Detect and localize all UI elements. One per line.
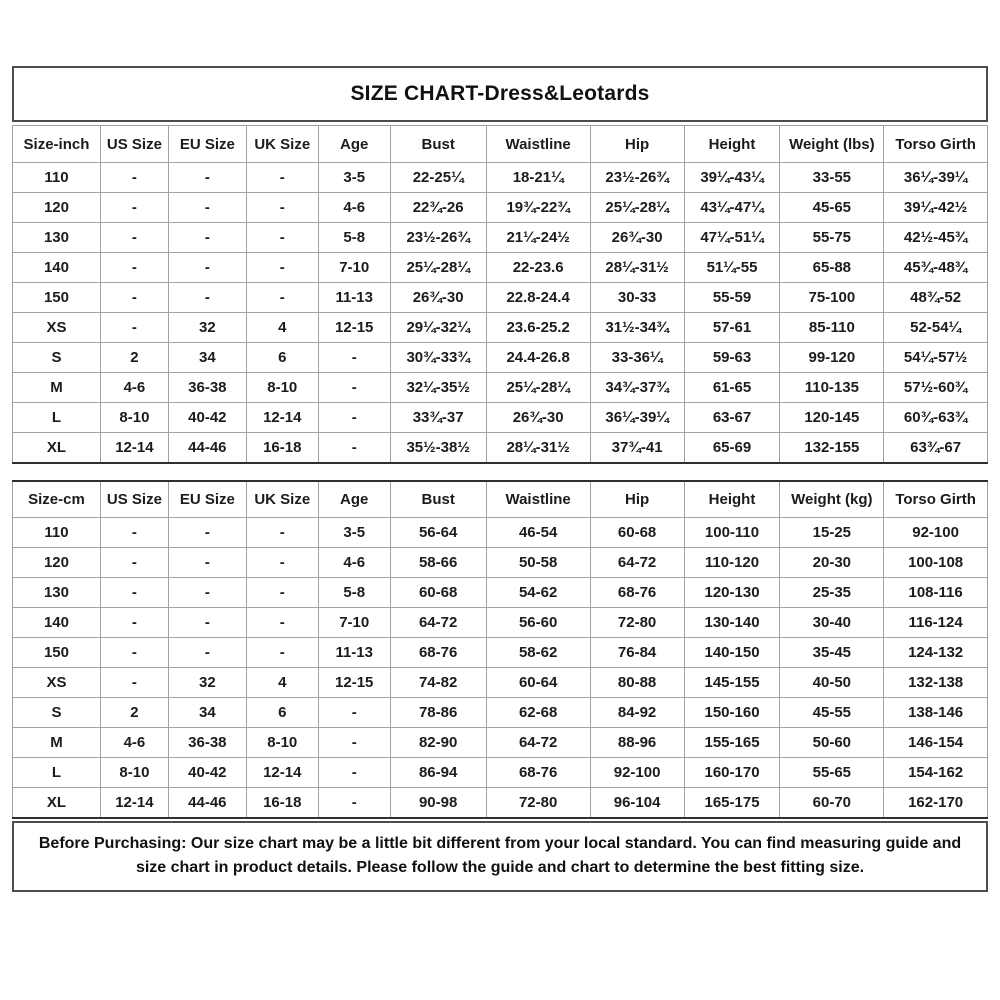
value-cell: 33-36¼ bbox=[590, 343, 684, 373]
value-cell: 23½-26¾ bbox=[390, 223, 486, 253]
column-header: Torso Girth bbox=[884, 481, 988, 518]
table-row bbox=[13, 698, 988, 728]
value-cell: 55-75 bbox=[780, 223, 884, 253]
value-cell: 68-76 bbox=[486, 758, 590, 788]
value-cell: 82-90 bbox=[390, 728, 486, 758]
value-cell: 12-14 bbox=[246, 403, 318, 433]
value-cell: 58-62 bbox=[486, 638, 590, 668]
size-table-cm bbox=[12, 480, 988, 819]
value-cell: 96-104 bbox=[590, 788, 684, 818]
value-cell: 55-65 bbox=[780, 758, 884, 788]
value-cell: - bbox=[246, 283, 318, 313]
header-row bbox=[13, 481, 988, 518]
value-cell: - bbox=[246, 518, 318, 548]
value-cell: 37¾-41 bbox=[590, 433, 684, 463]
value-cell: 40-50 bbox=[780, 668, 884, 698]
column-header: Waistline bbox=[486, 481, 590, 518]
row-label-cell: 140 bbox=[13, 608, 101, 638]
column-header: UK Size bbox=[246, 126, 318, 163]
value-cell: 58-66 bbox=[390, 548, 486, 578]
value-cell: 22-25¼ bbox=[390, 163, 486, 193]
value-cell: 160-170 bbox=[684, 758, 780, 788]
column-header: Hip bbox=[590, 126, 684, 163]
table-row bbox=[13, 668, 988, 698]
value-cell: - bbox=[246, 253, 318, 283]
column-header: Weight (lbs) bbox=[780, 126, 884, 163]
value-cell: - bbox=[318, 343, 390, 373]
value-cell: 60-64 bbox=[486, 668, 590, 698]
value-cell: 4-6 bbox=[100, 728, 168, 758]
value-cell: 8-10 bbox=[100, 758, 168, 788]
column-header: Waistline bbox=[486, 126, 590, 163]
value-cell: 72-80 bbox=[486, 788, 590, 818]
value-cell: 45-55 bbox=[780, 698, 884, 728]
row-label-cell: S bbox=[13, 343, 101, 373]
value-cell: 3-5 bbox=[318, 518, 390, 548]
value-cell: - bbox=[246, 608, 318, 638]
value-cell: 35½-38½ bbox=[390, 433, 486, 463]
value-cell: - bbox=[168, 608, 246, 638]
value-cell: - bbox=[246, 223, 318, 253]
value-cell: 145-155 bbox=[684, 668, 780, 698]
value-cell: - bbox=[100, 578, 168, 608]
value-cell: 6 bbox=[246, 698, 318, 728]
value-cell: 110-120 bbox=[684, 548, 780, 578]
value-cell: 11-13 bbox=[318, 638, 390, 668]
value-cell: 26¾-30 bbox=[486, 403, 590, 433]
value-cell: 2 bbox=[100, 343, 168, 373]
value-cell: 43¼-47¼ bbox=[684, 193, 780, 223]
value-cell: 34¾-37¾ bbox=[590, 373, 684, 403]
table-row bbox=[13, 758, 988, 788]
column-header: EU Size bbox=[168, 126, 246, 163]
value-cell: 21¼-24½ bbox=[486, 223, 590, 253]
value-cell: 63¾-67 bbox=[884, 433, 988, 463]
value-cell: 28¼-31½ bbox=[486, 433, 590, 463]
column-header: US Size bbox=[100, 126, 168, 163]
value-cell: - bbox=[318, 433, 390, 463]
value-cell: 30¾-33¾ bbox=[390, 343, 486, 373]
value-cell: 22.8-24.4 bbox=[486, 283, 590, 313]
column-header: UK Size bbox=[246, 481, 318, 518]
value-cell: - bbox=[246, 638, 318, 668]
table-row bbox=[13, 283, 988, 313]
value-cell: - bbox=[246, 193, 318, 223]
value-cell: 76-84 bbox=[590, 638, 684, 668]
value-cell: 36-38 bbox=[168, 728, 246, 758]
value-cell: 100-108 bbox=[884, 548, 988, 578]
column-header: Hip bbox=[590, 481, 684, 518]
value-cell: 39¼-43¼ bbox=[684, 163, 780, 193]
value-cell: - bbox=[100, 638, 168, 668]
value-cell: 88-96 bbox=[590, 728, 684, 758]
value-cell: 6 bbox=[246, 343, 318, 373]
column-header: Size-inch bbox=[13, 126, 101, 163]
row-label-cell: M bbox=[13, 728, 101, 758]
value-cell: - bbox=[318, 373, 390, 403]
value-cell: 44-46 bbox=[168, 788, 246, 818]
row-label-cell: XL bbox=[13, 788, 101, 818]
value-cell: 36-38 bbox=[168, 373, 246, 403]
value-cell: 68-76 bbox=[390, 638, 486, 668]
table-row bbox=[13, 788, 988, 818]
value-cell: 19¾-22¾ bbox=[486, 193, 590, 223]
value-cell: 46-54 bbox=[486, 518, 590, 548]
value-cell: 8-10 bbox=[246, 373, 318, 403]
value-cell: 155-165 bbox=[684, 728, 780, 758]
value-cell: 99-120 bbox=[780, 343, 884, 373]
value-cell: 68-76 bbox=[590, 578, 684, 608]
value-cell: 25¼-28¼ bbox=[390, 253, 486, 283]
value-cell: 72-80 bbox=[590, 608, 684, 638]
value-cell: 60-70 bbox=[780, 788, 884, 818]
value-cell: 50-58 bbox=[486, 548, 590, 578]
value-cell: 64-72 bbox=[390, 608, 486, 638]
value-cell: - bbox=[100, 253, 168, 283]
value-cell: 36¼-39¼ bbox=[884, 163, 988, 193]
value-cell: - bbox=[168, 163, 246, 193]
value-cell: 26¾-30 bbox=[390, 283, 486, 313]
value-cell: 65-88 bbox=[780, 253, 884, 283]
footer-note: Before Purchasing: Our size chart may be a little bit different from your local standard. You can find measuring guide and size chart in product details. Please follow the guide and chart to determine the best fitting size. bbox=[38, 834, 962, 877]
value-cell: - bbox=[100, 163, 168, 193]
value-cell: 25¼-28¼ bbox=[590, 193, 684, 223]
value-cell: 36¼-39¼ bbox=[590, 403, 684, 433]
value-cell: 12-14 bbox=[246, 758, 318, 788]
value-cell: 30-33 bbox=[590, 283, 684, 313]
value-cell: 32 bbox=[168, 668, 246, 698]
row-label-cell: 110 bbox=[13, 163, 101, 193]
row-label-cell: S bbox=[13, 698, 101, 728]
column-header: Size-cm bbox=[13, 481, 101, 518]
value-cell: 12-15 bbox=[318, 668, 390, 698]
value-cell: 40-42 bbox=[168, 403, 246, 433]
value-cell: 2 bbox=[100, 698, 168, 728]
value-cell: 7-10 bbox=[318, 608, 390, 638]
value-cell: - bbox=[168, 253, 246, 283]
value-cell: 28¼-31½ bbox=[590, 253, 684, 283]
value-cell: 110-135 bbox=[780, 373, 884, 403]
value-cell: 92-100 bbox=[884, 518, 988, 548]
column-header: Age bbox=[318, 481, 390, 518]
value-cell: 30-40 bbox=[780, 608, 884, 638]
value-cell: 52-54¼ bbox=[884, 313, 988, 343]
value-cell: 124-132 bbox=[884, 638, 988, 668]
value-cell: 120-130 bbox=[684, 578, 780, 608]
size-table-inch bbox=[12, 125, 988, 464]
value-cell: 165-175 bbox=[684, 788, 780, 818]
value-cell: 42½-45¾ bbox=[884, 223, 988, 253]
value-cell: 23.6-25.2 bbox=[486, 313, 590, 343]
value-cell: 51¼-55 bbox=[684, 253, 780, 283]
value-cell: - bbox=[168, 283, 246, 313]
table-row bbox=[13, 343, 988, 373]
value-cell: 64-72 bbox=[590, 548, 684, 578]
value-cell: - bbox=[100, 313, 168, 343]
value-cell: 150-160 bbox=[684, 698, 780, 728]
value-cell: 11-13 bbox=[318, 283, 390, 313]
value-cell: 47¼-51¼ bbox=[684, 223, 780, 253]
value-cell: 8-10 bbox=[246, 728, 318, 758]
value-cell: 80-88 bbox=[590, 668, 684, 698]
header-row bbox=[13, 126, 988, 163]
value-cell: - bbox=[168, 638, 246, 668]
value-cell: 60-68 bbox=[390, 578, 486, 608]
table-row bbox=[13, 728, 988, 758]
value-cell: - bbox=[318, 403, 390, 433]
value-cell: 40-42 bbox=[168, 758, 246, 788]
value-cell: 39¼-42½ bbox=[884, 193, 988, 223]
value-cell: 32¼-35½ bbox=[390, 373, 486, 403]
value-cell: 57½-60¾ bbox=[884, 373, 988, 403]
value-cell: 4-6 bbox=[318, 193, 390, 223]
table-row bbox=[13, 193, 988, 223]
value-cell: - bbox=[318, 788, 390, 818]
value-cell: 120-145 bbox=[780, 403, 884, 433]
value-cell: 12-14 bbox=[100, 788, 168, 818]
chart-title-box bbox=[12, 66, 988, 122]
value-cell: 48¾-52 bbox=[884, 283, 988, 313]
value-cell: - bbox=[246, 163, 318, 193]
value-cell: 75-100 bbox=[780, 283, 884, 313]
value-cell: 35-45 bbox=[780, 638, 884, 668]
value-cell: 24.4-26.8 bbox=[486, 343, 590, 373]
row-label-cell: 120 bbox=[13, 548, 101, 578]
value-cell: 45-65 bbox=[780, 193, 884, 223]
value-cell: 12-14 bbox=[100, 433, 168, 463]
value-cell: 90-98 bbox=[390, 788, 486, 818]
column-header: Torso Girth bbox=[884, 126, 988, 163]
row-label-cell: XS bbox=[13, 668, 101, 698]
value-cell: 56-64 bbox=[390, 518, 486, 548]
column-header: Height bbox=[684, 126, 780, 163]
value-cell: 61-65 bbox=[684, 373, 780, 403]
value-cell: - bbox=[100, 548, 168, 578]
value-cell: 4-6 bbox=[100, 373, 168, 403]
table-row bbox=[13, 638, 988, 668]
page-title: SIZE CHART-Dress&Leotards bbox=[350, 82, 650, 105]
value-cell: 63-67 bbox=[684, 403, 780, 433]
value-cell: - bbox=[100, 668, 168, 698]
value-cell: - bbox=[100, 608, 168, 638]
value-cell: 25¼-28¼ bbox=[486, 373, 590, 403]
value-cell: 92-100 bbox=[590, 758, 684, 788]
value-cell: 18-21¼ bbox=[486, 163, 590, 193]
value-cell: 4 bbox=[246, 668, 318, 698]
value-cell: 5-8 bbox=[318, 223, 390, 253]
row-label-cell: 120 bbox=[13, 193, 101, 223]
value-cell: 108-116 bbox=[884, 578, 988, 608]
value-cell: 16-18 bbox=[246, 788, 318, 818]
value-cell: 64-72 bbox=[486, 728, 590, 758]
value-cell: 54¼-57½ bbox=[884, 343, 988, 373]
table-row bbox=[13, 403, 988, 433]
value-cell: 56-60 bbox=[486, 608, 590, 638]
footer-note-box bbox=[12, 821, 988, 893]
row-label-cell: 150 bbox=[13, 638, 101, 668]
value-cell: - bbox=[318, 728, 390, 758]
value-cell: - bbox=[318, 758, 390, 788]
value-cell: 85-110 bbox=[780, 313, 884, 343]
value-cell: 33-55 bbox=[780, 163, 884, 193]
value-cell: 3-5 bbox=[318, 163, 390, 193]
value-cell: - bbox=[168, 518, 246, 548]
value-cell: - bbox=[100, 283, 168, 313]
table-row bbox=[13, 578, 988, 608]
value-cell: 154-162 bbox=[884, 758, 988, 788]
value-cell: 162-170 bbox=[884, 788, 988, 818]
value-cell: 116-124 bbox=[884, 608, 988, 638]
column-header: Weight (kg) bbox=[780, 481, 884, 518]
value-cell: 22¾-26 bbox=[390, 193, 486, 223]
value-cell: 130-140 bbox=[684, 608, 780, 638]
value-cell: 86-94 bbox=[390, 758, 486, 788]
value-cell: 132-155 bbox=[780, 433, 884, 463]
value-cell: 44-46 bbox=[168, 433, 246, 463]
value-cell: 31½-34¾ bbox=[590, 313, 684, 343]
value-cell: 54-62 bbox=[486, 578, 590, 608]
value-cell: - bbox=[100, 518, 168, 548]
value-cell: 34 bbox=[168, 698, 246, 728]
value-cell: 8-10 bbox=[100, 403, 168, 433]
value-cell: 29¼-32¼ bbox=[390, 313, 486, 343]
value-cell: 146-154 bbox=[884, 728, 988, 758]
table-row bbox=[13, 608, 988, 638]
row-label-cell: 110 bbox=[13, 518, 101, 548]
table-row bbox=[13, 518, 988, 548]
value-cell: 34 bbox=[168, 343, 246, 373]
column-header: US Size bbox=[100, 481, 168, 518]
value-cell: 12-15 bbox=[318, 313, 390, 343]
value-cell: 15-25 bbox=[780, 518, 884, 548]
value-cell: - bbox=[100, 193, 168, 223]
value-cell: 32 bbox=[168, 313, 246, 343]
size-chart-sheet bbox=[12, 66, 988, 892]
column-header: Bust bbox=[390, 126, 486, 163]
value-cell: 65-69 bbox=[684, 433, 780, 463]
value-cell: 7-10 bbox=[318, 253, 390, 283]
value-cell: 4 bbox=[246, 313, 318, 343]
value-cell: 55-59 bbox=[684, 283, 780, 313]
table-row bbox=[13, 433, 988, 463]
row-label-cell: L bbox=[13, 403, 101, 433]
column-header: Height bbox=[684, 481, 780, 518]
value-cell: 57-61 bbox=[684, 313, 780, 343]
column-header: Bust bbox=[390, 481, 486, 518]
value-cell: 132-138 bbox=[884, 668, 988, 698]
value-cell: - bbox=[100, 223, 168, 253]
row-label-cell: 140 bbox=[13, 253, 101, 283]
table-row bbox=[13, 548, 988, 578]
value-cell: 78-86 bbox=[390, 698, 486, 728]
value-cell: 33¾-37 bbox=[390, 403, 486, 433]
value-cell: - bbox=[318, 698, 390, 728]
table-row bbox=[13, 163, 988, 193]
value-cell: 140-150 bbox=[684, 638, 780, 668]
value-cell: 25-35 bbox=[780, 578, 884, 608]
value-cell: 4-6 bbox=[318, 548, 390, 578]
row-label-cell: 130 bbox=[13, 578, 101, 608]
value-cell: - bbox=[168, 578, 246, 608]
column-header: EU Size bbox=[168, 481, 246, 518]
column-header: Age bbox=[318, 126, 390, 163]
value-cell: - bbox=[246, 548, 318, 578]
value-cell: 138-146 bbox=[884, 698, 988, 728]
value-cell: 84-92 bbox=[590, 698, 684, 728]
table-row bbox=[13, 253, 988, 283]
value-cell: 20-30 bbox=[780, 548, 884, 578]
row-label-cell: XS bbox=[13, 313, 101, 343]
table-row bbox=[13, 313, 988, 343]
value-cell: 74-82 bbox=[390, 668, 486, 698]
table-row bbox=[13, 223, 988, 253]
value-cell: 100-110 bbox=[684, 518, 780, 548]
row-label-cell: M bbox=[13, 373, 101, 403]
value-cell: 16-18 bbox=[246, 433, 318, 463]
value-cell: 50-60 bbox=[780, 728, 884, 758]
row-label-cell: XL bbox=[13, 433, 101, 463]
table-row bbox=[13, 373, 988, 403]
value-cell: 60¾-63¾ bbox=[884, 403, 988, 433]
value-cell: - bbox=[168, 548, 246, 578]
value-cell: 5-8 bbox=[318, 578, 390, 608]
value-cell: - bbox=[246, 578, 318, 608]
row-label-cell: 150 bbox=[13, 283, 101, 313]
value-cell: 45¾-48¾ bbox=[884, 253, 988, 283]
value-cell: 26¾-30 bbox=[590, 223, 684, 253]
value-cell: 22-23.6 bbox=[486, 253, 590, 283]
value-cell: 62-68 bbox=[486, 698, 590, 728]
value-cell: 59-63 bbox=[684, 343, 780, 373]
row-label-cell: L bbox=[13, 758, 101, 788]
value-cell: 23½-26¾ bbox=[590, 163, 684, 193]
value-cell: - bbox=[168, 193, 246, 223]
row-label-cell: 130 bbox=[13, 223, 101, 253]
value-cell: - bbox=[168, 223, 246, 253]
value-cell: 60-68 bbox=[590, 518, 684, 548]
